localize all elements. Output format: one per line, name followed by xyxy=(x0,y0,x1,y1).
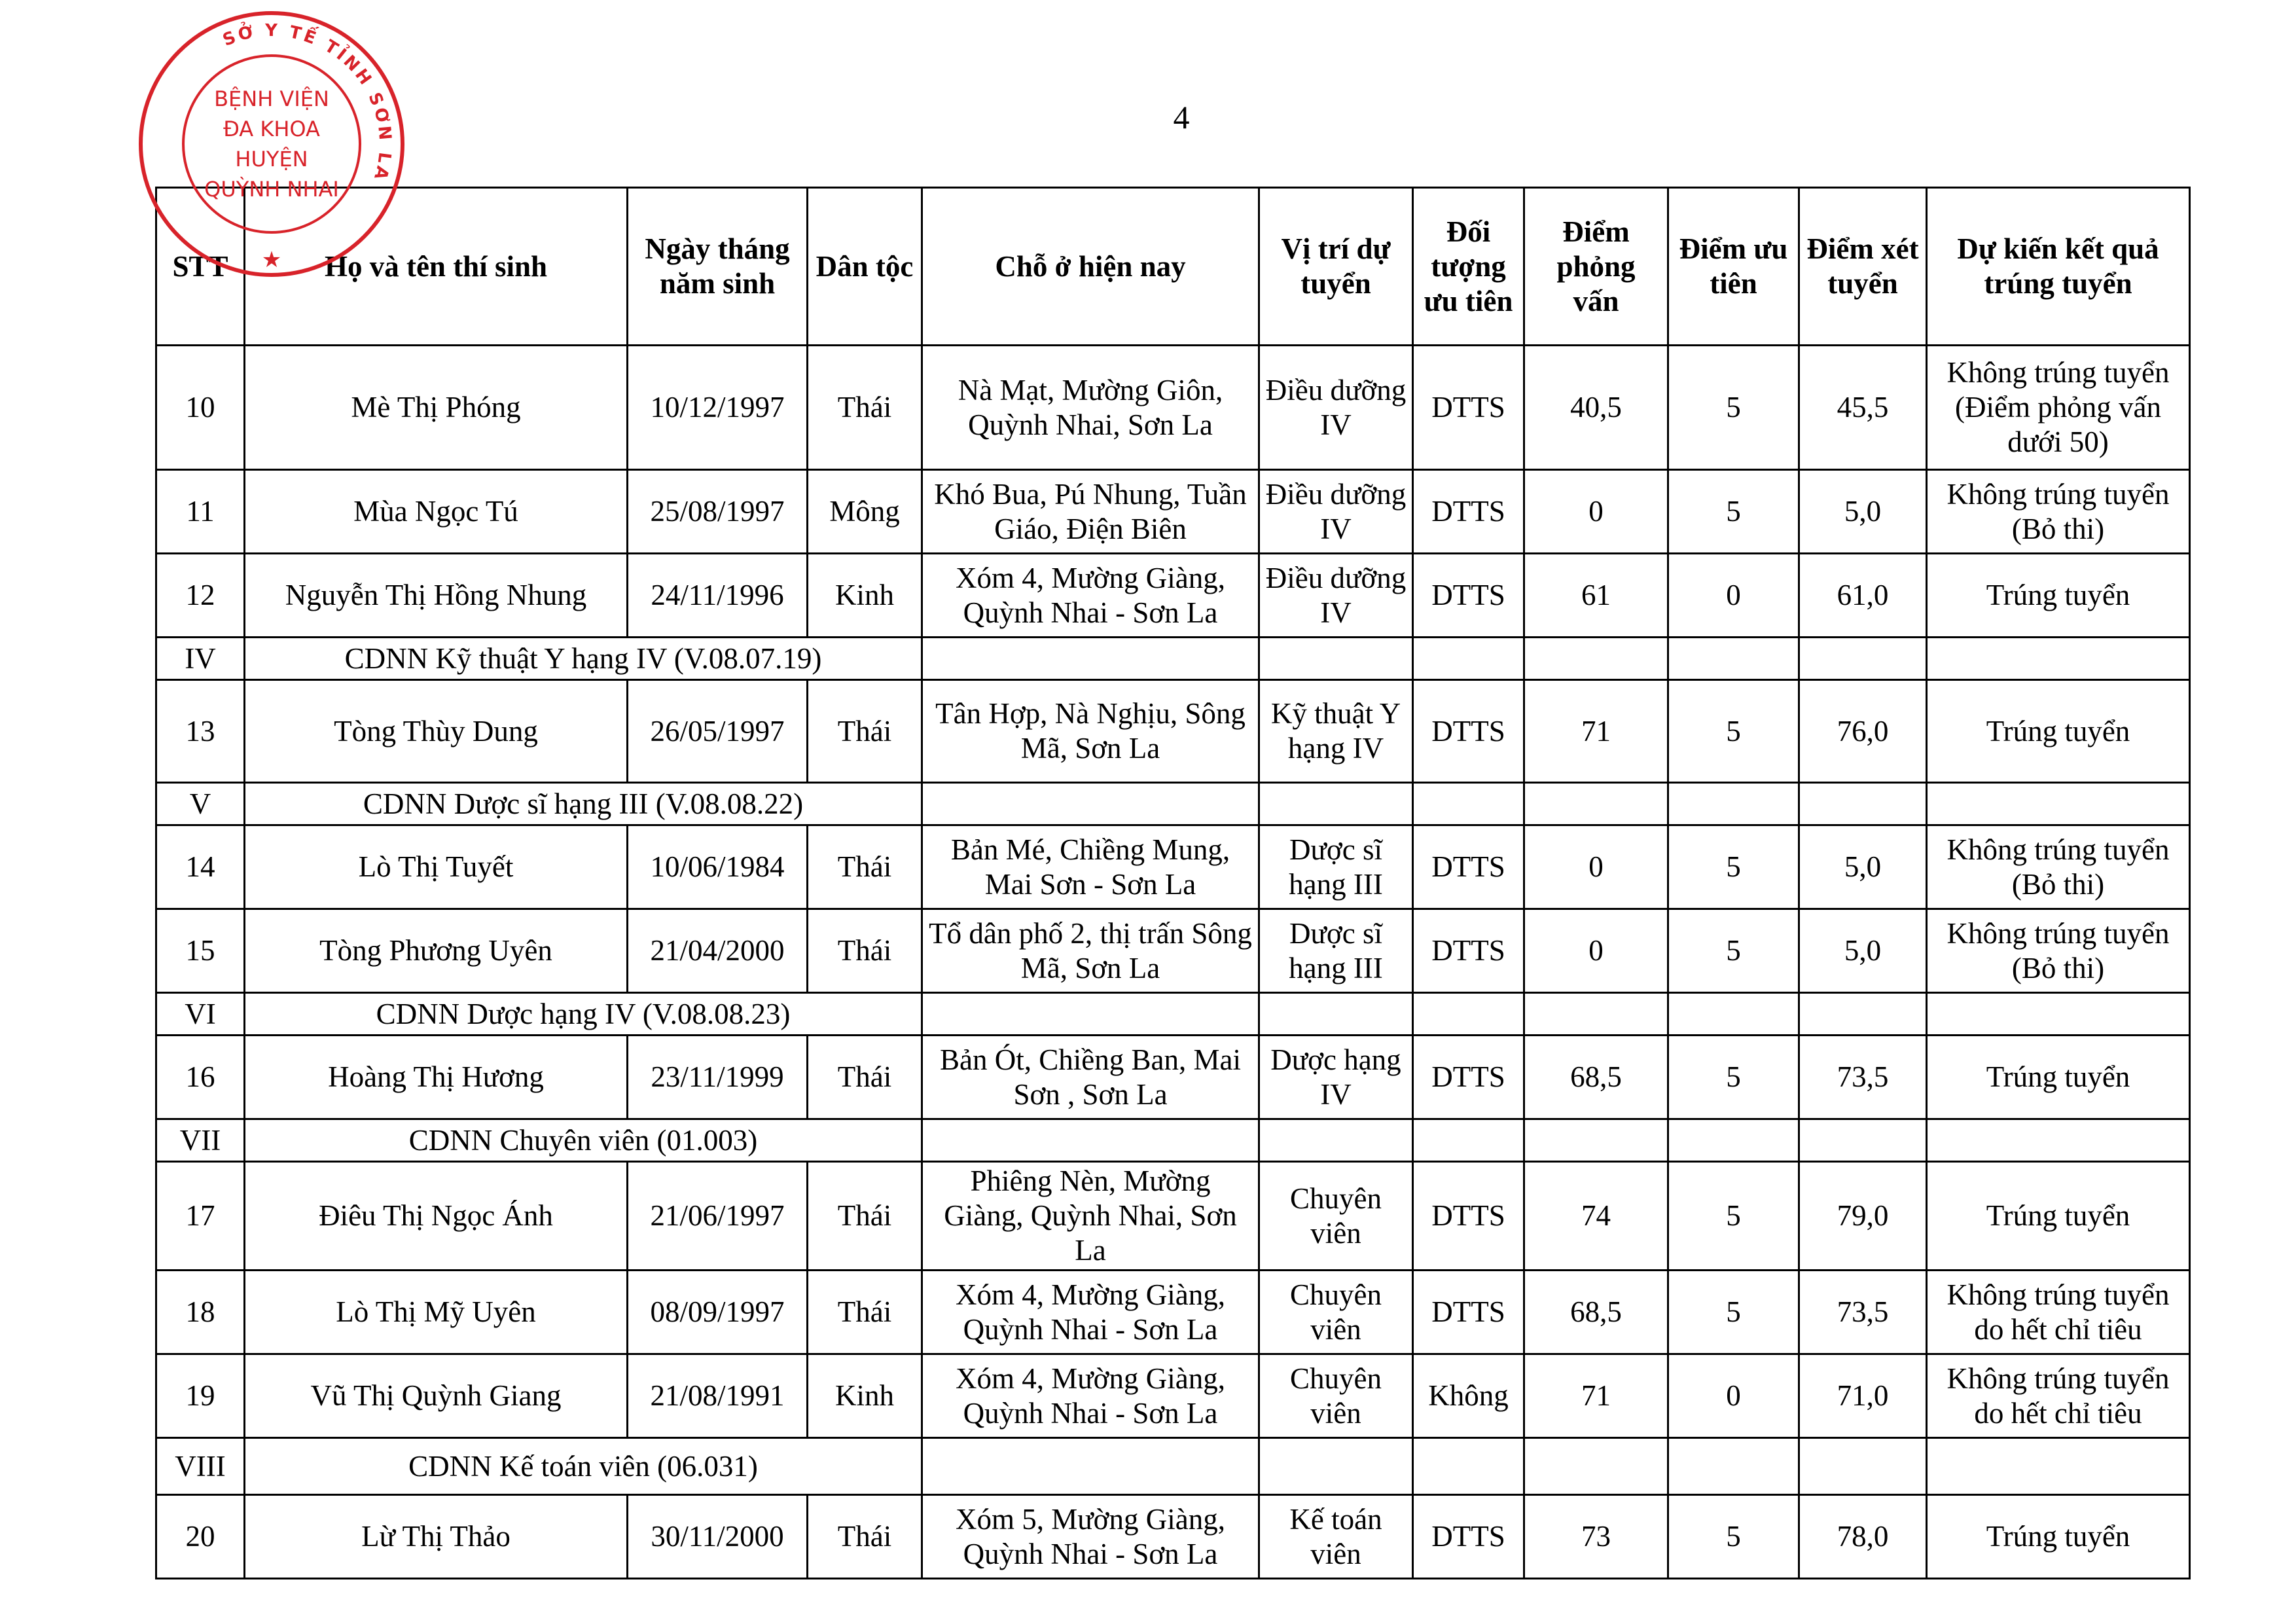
empty-cell xyxy=(1927,993,2190,1036)
cell-ethnic: Thái xyxy=(808,680,922,783)
cell-dob: 21/04/2000 xyxy=(628,909,808,993)
group-number: VII xyxy=(156,1119,245,1162)
cell-priority-group: DTTS xyxy=(1413,1271,1524,1354)
empty-cell xyxy=(1259,1119,1413,1162)
cell-interview: 0 xyxy=(1524,470,1668,554)
cell-bonus: 5 xyxy=(1668,1271,1799,1354)
cell-ethnic: Kinh xyxy=(808,554,922,638)
empty-cell xyxy=(1668,783,1799,825)
header-dob: Ngày tháng năm sinh xyxy=(628,188,808,346)
cell-interview: 68,5 xyxy=(1524,1271,1668,1354)
empty-cell xyxy=(922,993,1259,1036)
group-header-row xyxy=(156,1438,2190,1495)
cell-priority-group: DTTS xyxy=(1413,1036,1524,1119)
table-row xyxy=(156,1162,2190,1271)
cell-position: Chuyên viên xyxy=(1259,1354,1413,1438)
results-table xyxy=(155,187,2191,1579)
empty-cell xyxy=(1524,638,1668,680)
cell-address: Xóm 4, Mường Giàng, Quỳnh Nhai - Sơn La xyxy=(922,1271,1259,1354)
cell-result: Trúng tuyển xyxy=(1927,1495,2190,1579)
cell-dob: 25/08/1997 xyxy=(628,470,808,554)
stamp-line-1: BỆNH VIỆN xyxy=(214,86,329,111)
cell-priority-group: DTTS xyxy=(1413,909,1524,993)
empty-cell xyxy=(1799,783,1927,825)
table-row xyxy=(156,680,2190,783)
cell-ethnic: Thái xyxy=(808,346,922,470)
cell-interview: 68,5 xyxy=(1524,1036,1668,1119)
cell-name: Hoàng Thị Hương xyxy=(245,1036,628,1119)
cell-total: 61,0 xyxy=(1799,554,1927,638)
cell-dob: 23/11/1999 xyxy=(628,1036,808,1119)
cell-result: Không trúng tuyển (Bỏ thi) xyxy=(1927,909,2190,993)
cell-priority-group: DTTS xyxy=(1413,1162,1524,1271)
cell-result: Không trúng tuyển do hết chỉ tiêu xyxy=(1927,1354,2190,1438)
stamp-line-2: ĐA KHOA xyxy=(223,117,320,141)
cell-address: Bản Mé, Chiềng Mung, Mai Sơn - Sơn La xyxy=(922,825,1259,909)
cell-dob: 21/06/1997 xyxy=(628,1162,808,1271)
cell-ethnic: Thái xyxy=(808,1495,922,1579)
cell-position: Điều dưỡng IV xyxy=(1259,346,1413,470)
cell-name: Vũ Thị Quỳnh Giang xyxy=(245,1354,628,1438)
cell-stt: 16 xyxy=(156,1036,245,1119)
table-row xyxy=(156,1495,2190,1579)
cell-priority-group: DTTS xyxy=(1413,825,1524,909)
empty-cell xyxy=(1413,783,1524,825)
header-priority-group: Đối tượng ưu tiên xyxy=(1413,188,1524,346)
stamp-line-3: HUYỆN xyxy=(235,147,308,171)
header-result: Dự kiến kết quả trúng tuyển xyxy=(1927,188,2190,346)
cell-dob: 24/11/1996 xyxy=(628,554,808,638)
empty-cell xyxy=(1668,638,1799,680)
cell-position: Dược hạng IV xyxy=(1259,1036,1413,1119)
cell-stt: 12 xyxy=(156,554,245,638)
cell-address: Xóm 4, Mường Giàng, Quỳnh Nhai - Sơn La xyxy=(922,1354,1259,1438)
header-name: Họ và tên thí sinh xyxy=(245,188,628,346)
cell-bonus: 5 xyxy=(1668,825,1799,909)
empty-cell xyxy=(1413,1438,1524,1495)
empty-cell xyxy=(1927,1438,2190,1495)
cell-interview: 0 xyxy=(1524,825,1668,909)
empty-cell xyxy=(1524,783,1668,825)
group-title: CDNN Dược hạng IV (V.08.08.23) xyxy=(245,993,922,1036)
table-row xyxy=(156,1354,2190,1438)
cell-total: 79,0 xyxy=(1799,1162,1927,1271)
table-row xyxy=(156,1271,2190,1354)
cell-result: Trúng tuyển xyxy=(1927,1162,2190,1271)
cell-total: 76,0 xyxy=(1799,680,1927,783)
cell-address: Bản Ót, Chiềng Ban, Mai Sơn , Sơn La xyxy=(922,1036,1259,1119)
stamp-line-4: QUỲNH NHAI xyxy=(204,177,339,202)
cell-position: Điều dưỡng IV xyxy=(1259,470,1413,554)
cell-name: Mùa Ngọc Tú xyxy=(245,470,628,554)
header-address: Chỗ ở hiện nay xyxy=(922,188,1259,346)
cell-name: Mè Thị Phóng xyxy=(245,346,628,470)
cell-result: Trúng tuyển xyxy=(1927,554,2190,638)
cell-address: Xóm 4, Mường Giàng, Quỳnh Nhai - Sơn La xyxy=(922,554,1259,638)
cell-position: Dược sĩ hạng III xyxy=(1259,909,1413,993)
cell-position: Kế toán viên xyxy=(1259,1495,1413,1579)
header-interview: Điểm phỏng vấn xyxy=(1524,188,1668,346)
table-header-row xyxy=(156,188,2190,346)
cell-name: Lừ Thị Thảo xyxy=(245,1495,628,1579)
empty-cell xyxy=(1413,638,1524,680)
empty-cell xyxy=(1524,1438,1668,1495)
cell-dob: 10/06/1984 xyxy=(628,825,808,909)
group-header-row xyxy=(156,638,2190,680)
cell-position: Dược sĩ hạng III xyxy=(1259,825,1413,909)
cell-position: Kỹ thuật Y hạng IV xyxy=(1259,680,1413,783)
empty-cell xyxy=(1259,1438,1413,1495)
empty-cell xyxy=(1413,1119,1524,1162)
empty-cell xyxy=(1799,993,1927,1036)
cell-result: Không trúng tuyển do hết chỉ tiêu xyxy=(1927,1271,2190,1354)
table-row xyxy=(156,825,2190,909)
group-header-row xyxy=(156,783,2190,825)
cell-priority-group: DTTS xyxy=(1413,470,1524,554)
cell-ethnic: Thái xyxy=(808,909,922,993)
cell-total: 5,0 xyxy=(1799,909,1927,993)
cell-result: Không trúng tuyển (Bỏ thi) xyxy=(1927,470,2190,554)
cell-name: Tòng Phương Uyên xyxy=(245,909,628,993)
empty-cell xyxy=(1799,1119,1927,1162)
cell-address: Khó Bua, Pú Nhung, Tuần Giáo, Điện Biên xyxy=(922,470,1259,554)
empty-cell xyxy=(1799,638,1927,680)
cell-bonus: 0 xyxy=(1668,1354,1799,1438)
cell-name: Lò Thị Tuyết xyxy=(245,825,628,909)
empty-cell xyxy=(922,1119,1259,1162)
cell-bonus: 5 xyxy=(1668,1036,1799,1119)
cell-stt: 20 xyxy=(156,1495,245,1579)
cell-stt: 19 xyxy=(156,1354,245,1438)
cell-position: Chuyên viên xyxy=(1259,1271,1413,1354)
empty-cell xyxy=(1259,638,1413,680)
cell-result: Trúng tuyển xyxy=(1927,1036,2190,1119)
group-title: CDNN Kế toán viên (06.031) xyxy=(245,1438,922,1495)
cell-interview: 71 xyxy=(1524,1354,1668,1438)
header-position: Vị trí dự tuyển xyxy=(1259,188,1413,346)
header-stt: STT xyxy=(156,188,245,346)
cell-position: Điều dưỡng IV xyxy=(1259,554,1413,638)
cell-result: Trúng tuyển xyxy=(1927,680,2190,783)
group-header-row xyxy=(156,993,2190,1036)
cell-result: Không trúng tuyển (Điểm phỏng vấn dưới 50) xyxy=(1927,346,2190,470)
cell-name: Tòng Thùy Dung xyxy=(245,680,628,783)
cell-total: 73,5 xyxy=(1799,1036,1927,1119)
group-number: IV xyxy=(156,638,245,680)
cell-total: 78,0 xyxy=(1799,1495,1927,1579)
cell-stt: 10 xyxy=(156,346,245,470)
cell-interview: 71 xyxy=(1524,680,1668,783)
group-number: VIII xyxy=(156,1438,245,1495)
empty-cell xyxy=(922,1438,1259,1495)
cell-priority-group: DTTS xyxy=(1413,346,1524,470)
cell-bonus: 5 xyxy=(1668,1495,1799,1579)
empty-cell xyxy=(1259,783,1413,825)
table-row xyxy=(156,909,2190,993)
cell-total: 71,0 xyxy=(1799,1354,1927,1438)
empty-cell xyxy=(1259,993,1413,1036)
cell-name: Nguyễn Thị Hồng Nhung xyxy=(245,554,628,638)
group-number: V xyxy=(156,783,245,825)
cell-stt: 17 xyxy=(156,1162,245,1271)
group-title: CDNN Chuyên viên (01.003) xyxy=(245,1119,922,1162)
cell-bonus: 5 xyxy=(1668,680,1799,783)
cell-total: 45,5 xyxy=(1799,346,1927,470)
table-row xyxy=(156,470,2190,554)
cell-priority-group: Không xyxy=(1413,1354,1524,1438)
cell-name: Lò Thị Mỹ Uyên xyxy=(245,1271,628,1354)
empty-cell xyxy=(1799,1438,1927,1495)
cell-priority-group: DTTS xyxy=(1413,1495,1524,1579)
empty-cell xyxy=(1927,1119,2190,1162)
header-ethnic: Dân tộc xyxy=(808,188,922,346)
header-total: Điểm xét tuyển xyxy=(1799,188,1927,346)
group-title: CDNN Dược sĩ hạng III (V.08.08.22) xyxy=(245,783,922,825)
cell-interview: 61 xyxy=(1524,554,1668,638)
empty-cell xyxy=(1413,993,1524,1036)
empty-cell xyxy=(1668,993,1799,1036)
group-number: VI xyxy=(156,993,245,1036)
cell-address: Tổ dân phố 2, thị trấn Sông Mã, Sơn La xyxy=(922,909,1259,993)
cell-stt: 18 xyxy=(156,1271,245,1354)
cell-ethnic: Thái xyxy=(808,825,922,909)
group-header-row xyxy=(156,1119,2190,1162)
cell-dob: 26/05/1997 xyxy=(628,680,808,783)
cell-total: 5,0 xyxy=(1799,470,1927,554)
group-title: CDNN Kỹ thuật Y hạng IV (V.08.07.19) xyxy=(245,638,922,680)
cell-stt: 15 xyxy=(156,909,245,993)
cell-address: Xóm 5, Mường Giàng, Quỳnh Nhai - Sơn La xyxy=(922,1495,1259,1579)
empty-cell xyxy=(922,783,1259,825)
stamp-star-icon: ★ xyxy=(261,248,282,272)
cell-stt: 13 xyxy=(156,680,245,783)
cell-dob: 10/12/1997 xyxy=(628,346,808,470)
cell-stt: 11 xyxy=(156,470,245,554)
cell-ethnic: Thái xyxy=(808,1271,922,1354)
cell-result: Không trúng tuyển (Bỏ thi) xyxy=(1927,825,2190,909)
cell-ethnic: Thái xyxy=(808,1036,922,1119)
cell-ethnic: Thái xyxy=(808,1162,922,1271)
cell-interview: 40,5 xyxy=(1524,346,1668,470)
cell-priority-group: DTTS xyxy=(1413,680,1524,783)
empty-cell xyxy=(1524,993,1668,1036)
cell-bonus: 5 xyxy=(1668,1162,1799,1271)
cell-ethnic: Kinh xyxy=(808,1354,922,1438)
cell-dob: 30/11/2000 xyxy=(628,1495,808,1579)
cell-name: Điêu Thị Ngọc Ánh xyxy=(245,1162,628,1271)
cell-dob: 08/09/1997 xyxy=(628,1271,808,1354)
page-number: 4 xyxy=(1173,99,1190,135)
cell-total: 5,0 xyxy=(1799,825,1927,909)
cell-address: Phiêng Nèn, Mường Giàng, Quỳnh Nhai, Sơn La xyxy=(922,1162,1259,1271)
table-row xyxy=(156,554,2190,638)
cell-position: Chuyên viên xyxy=(1259,1162,1413,1271)
cell-total: 73,5 xyxy=(1799,1271,1927,1354)
cell-address: Tân Hợp, Nà Nghịu, Sông Mã, Sơn La xyxy=(922,680,1259,783)
empty-cell xyxy=(1524,1119,1668,1162)
header-bonus: Điểm ưu tiên xyxy=(1668,188,1799,346)
empty-cell xyxy=(1668,1119,1799,1162)
cell-ethnic: Mông xyxy=(808,470,922,554)
table-row xyxy=(156,1036,2190,1119)
stamp-ring-text: SỞ Y TẾ TỈNH SƠN LA xyxy=(220,20,395,185)
cell-bonus: 5 xyxy=(1668,346,1799,470)
cell-interview: 73 xyxy=(1524,1495,1668,1579)
hospital-stamp xyxy=(134,7,409,281)
table-row xyxy=(156,346,2190,470)
cell-stt: 14 xyxy=(156,825,245,909)
empty-cell xyxy=(1668,1438,1799,1495)
cell-bonus: 5 xyxy=(1668,909,1799,993)
cell-priority-group: DTTS xyxy=(1413,554,1524,638)
cell-interview: 0 xyxy=(1524,909,1668,993)
cell-interview: 74 xyxy=(1524,1162,1668,1271)
empty-cell xyxy=(1927,638,2190,680)
cell-dob: 21/08/1991 xyxy=(628,1354,808,1438)
cell-bonus: 0 xyxy=(1668,554,1799,638)
cell-address: Nà Mạt, Mường Giôn, Quỳnh Nhai, Sơn La xyxy=(922,346,1259,470)
cell-bonus: 5 xyxy=(1668,470,1799,554)
empty-cell xyxy=(1927,783,2190,825)
empty-cell xyxy=(922,638,1259,680)
